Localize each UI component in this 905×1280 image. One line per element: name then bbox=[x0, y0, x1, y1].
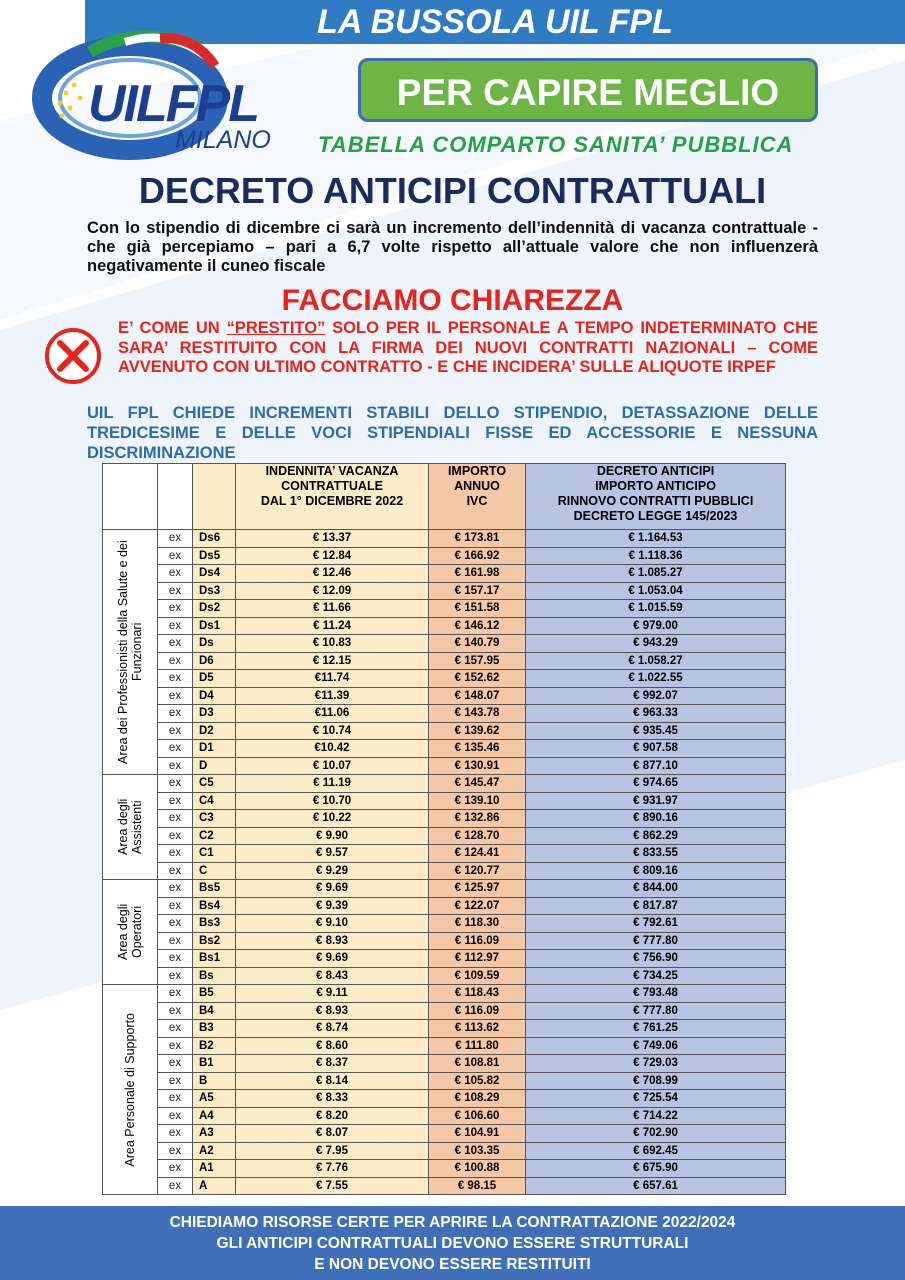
cell-ivc: € 9.57 bbox=[236, 845, 429, 863]
table-row bbox=[103, 1055, 786, 1073]
cell-grade: A1 bbox=[193, 1160, 236, 1178]
cell-ivc: € 10.70 bbox=[236, 792, 429, 810]
cell-grade: A3 bbox=[193, 1125, 236, 1143]
cell-annuo: € 152.62 bbox=[429, 670, 526, 688]
cell-ivc: €11.39 bbox=[236, 687, 429, 705]
table-row bbox=[103, 582, 786, 600]
cell-grade: Bs1 bbox=[193, 950, 236, 968]
cell-ivc: € 8.74 bbox=[236, 1020, 429, 1038]
cell-ivc: € 12.84 bbox=[236, 547, 429, 565]
cell-ivc: € 8.93 bbox=[236, 1002, 429, 1020]
logo-subtitle: MILANO bbox=[175, 126, 271, 154]
cell-grade: Ds6 bbox=[193, 530, 236, 548]
header-annuo: IMPORTO ANNUO IVC bbox=[429, 464, 526, 530]
cell-grade: A4 bbox=[193, 1107, 236, 1125]
cell-grade: Ds bbox=[193, 635, 236, 653]
cell-ex: ex bbox=[158, 547, 193, 565]
cell-annuo: € 109.59 bbox=[429, 967, 526, 985]
cell-ex: ex bbox=[158, 705, 193, 723]
cell-anticipo: € 1.022.55 bbox=[526, 670, 786, 688]
cell-anticipo: € 833.55 bbox=[526, 845, 786, 863]
table-row bbox=[103, 547, 786, 565]
table-row bbox=[103, 652, 786, 670]
cell-grade: C1 bbox=[193, 845, 236, 863]
cell-grade: Bs bbox=[193, 967, 236, 985]
x-circle-icon bbox=[44, 327, 102, 385]
cell-ivc: € 8.33 bbox=[236, 1090, 429, 1108]
cell-grade: D bbox=[193, 757, 236, 775]
footer-line: CHIEDIAMO RISORSE CERTE PER APRIRE LA CONTRATTAZIONE 2022/2024 bbox=[169, 1214, 736, 1231]
cell-ex: ex bbox=[158, 792, 193, 810]
cell-anticipo: € 777.80 bbox=[526, 1002, 786, 1020]
table-row bbox=[103, 530, 786, 548]
cell-annuo: € 108.81 bbox=[429, 1055, 526, 1073]
cell-anticipo: € 1.015.59 bbox=[526, 600, 786, 618]
cell-anticipo: € 907.58 bbox=[526, 740, 786, 758]
header-decreto: DECRETO ANTICIPI IMPORTO ANTICIPO RINNOVO CONTRATTI PUBBLICI DECRETO LEGGE 145/2023 bbox=[526, 464, 786, 530]
cell-annuo: € 105.82 bbox=[429, 1072, 526, 1090]
cell-grade: Ds5 bbox=[193, 547, 236, 565]
cell-annuo: € 112.97 bbox=[429, 950, 526, 968]
table-row bbox=[103, 687, 786, 705]
cell-annuo: € 139.10 bbox=[429, 792, 526, 810]
cell-ex: ex bbox=[158, 862, 193, 880]
cell-ivc: € 12.15 bbox=[236, 652, 429, 670]
cell-ex: ex bbox=[158, 775, 193, 793]
request-paragraph: UIL FPL CHIEDE INCREMENTI STABILI DELLO STIPENDIO, DETASSAZIONE DELLE TREDICESIME E DELLE VOCI STIPENDIALI FISSE ED ACCESSORIE E NESSUNA DISCRIMINAZIONE bbox=[87, 404, 818, 462]
cell-ivc: € 7.55 bbox=[236, 1177, 429, 1195]
cell-anticipo: € 1.164.53 bbox=[526, 530, 786, 548]
cell-anticipo: € 979.00 bbox=[526, 617, 786, 635]
cell-ivc: € 10.83 bbox=[236, 635, 429, 653]
page-title: DECRETO ANTICIPI CONTRATTUALI bbox=[138, 170, 767, 211]
cell-anticipo: € 1.118.36 bbox=[526, 547, 786, 565]
cell-ivc: €11.06 bbox=[236, 705, 429, 723]
cell-ivc: € 7.76 bbox=[236, 1160, 429, 1178]
per-capire-pill: PER CAPIRE MEGLIO bbox=[358, 58, 818, 122]
cell-ex: ex bbox=[158, 880, 193, 898]
cell-anticipo: € 877.10 bbox=[526, 757, 786, 775]
cell-ex: ex bbox=[158, 1160, 193, 1178]
cell-annuo: € 146.12 bbox=[429, 617, 526, 635]
cell-anticipo: € 862.29 bbox=[526, 827, 786, 845]
cell-grade: A2 bbox=[193, 1142, 236, 1160]
cell-ivc: € 11.66 bbox=[236, 600, 429, 618]
cell-ivc: € 10.22 bbox=[236, 810, 429, 828]
cell-ivc: € 12.09 bbox=[236, 582, 429, 600]
cell-grade: B bbox=[193, 1072, 236, 1090]
cell-grade: B3 bbox=[193, 1020, 236, 1038]
cell-anticipo: € 734.25 bbox=[526, 967, 786, 985]
cell-grade: Ds1 bbox=[193, 617, 236, 635]
cell-anticipo: € 761.25 bbox=[526, 1020, 786, 1038]
table-row bbox=[103, 915, 786, 933]
cell-ex: ex bbox=[158, 565, 193, 583]
cell-grade: Bs3 bbox=[193, 915, 236, 933]
cell-ivc: € 10.74 bbox=[236, 722, 429, 740]
table-row bbox=[103, 967, 786, 985]
cell-ex: ex bbox=[158, 687, 193, 705]
cell-annuo: € 113.62 bbox=[429, 1020, 526, 1038]
cell-annuo: € 157.95 bbox=[429, 652, 526, 670]
cell-annuo: € 148.07 bbox=[429, 687, 526, 705]
cell-ivc: €10.42 bbox=[236, 740, 429, 758]
table-row bbox=[103, 1037, 786, 1055]
table-row bbox=[103, 1177, 786, 1195]
cell-ivc: €11.74 bbox=[236, 670, 429, 688]
logo-wordmark: UILFPL bbox=[88, 75, 258, 133]
cell-grade: B4 bbox=[193, 1002, 236, 1020]
cell-grade: Ds4 bbox=[193, 565, 236, 583]
cell-annuo: € 166.92 bbox=[429, 547, 526, 565]
cell-ivc: € 9.11 bbox=[236, 985, 429, 1003]
cell-anticipo: € 657.61 bbox=[526, 1177, 786, 1195]
warning-paragraph: E’ COME UN “PRESTITO” SOLO PER IL PERSONALE A TEMPO INDETERMINATO CHE SARA’ RESTITUITO CON LA FIRMA DEI NUOVI CONTRATTI NAZIONALI – COME AVVENUTO CON ULTIMO CONTRATTO - E CHE INCIDERA’ SULLE ALIQUOTE IRPEF bbox=[118, 319, 819, 376]
cell-ex: ex bbox=[158, 1055, 193, 1073]
cell-anticipo: € 729.03 bbox=[526, 1055, 786, 1073]
footer-banner bbox=[0, 1206, 905, 1280]
table-row bbox=[103, 705, 786, 723]
cell-ex: ex bbox=[158, 600, 193, 618]
cell-anticipo: € 756.90 bbox=[526, 950, 786, 968]
cell-anticipo: € 793.48 bbox=[526, 985, 786, 1003]
cell-anticipo: € 1.053.04 bbox=[526, 582, 786, 600]
cell-grade: D5 bbox=[193, 670, 236, 688]
cell-ex: ex bbox=[158, 950, 193, 968]
cell-ivc: € 12.46 bbox=[236, 565, 429, 583]
cell-anticipo: € 963.33 bbox=[526, 705, 786, 723]
cell-ex: ex bbox=[158, 722, 193, 740]
table-row bbox=[103, 740, 786, 758]
cell-annuo: € 125.97 bbox=[429, 880, 526, 898]
cell-annuo: € 104.91 bbox=[429, 1125, 526, 1143]
table-row bbox=[103, 757, 786, 775]
table-header-row bbox=[103, 464, 786, 530]
cell-grade: B5 bbox=[193, 985, 236, 1003]
cell-anticipo: € 749.06 bbox=[526, 1037, 786, 1055]
table-row bbox=[103, 1002, 786, 1020]
cell-ex: ex bbox=[158, 1037, 193, 1055]
cell-grade: A bbox=[193, 1177, 236, 1195]
cell-ex: ex bbox=[158, 915, 193, 933]
table-row bbox=[103, 1125, 786, 1143]
banner-title: LA BUSSOLA UIL FPL bbox=[85, 0, 905, 44]
cell-annuo: € 120.77 bbox=[429, 862, 526, 880]
cell-ivc: € 9.90 bbox=[236, 827, 429, 845]
cell-annuo: € 130.91 bbox=[429, 757, 526, 775]
table-row bbox=[103, 1090, 786, 1108]
cell-grade: D6 bbox=[193, 652, 236, 670]
cell-ivc: € 8.20 bbox=[236, 1107, 429, 1125]
intro-paragraph: Con lo stipendio di dicembre ci sarà un incremento dell’indennità di vacanza contrattuale - che già percepiamo – pari a 6,7 volte rispetto all’attuale valore che non influenzerà negativamente il cuneo fiscale bbox=[87, 219, 818, 275]
cell-ex: ex bbox=[158, 985, 193, 1003]
cell-ex: ex bbox=[158, 827, 193, 845]
cell-grade: C4 bbox=[193, 792, 236, 810]
cell-anticipo: € 992.07 bbox=[526, 687, 786, 705]
cell-ex: ex bbox=[158, 897, 193, 915]
table-row bbox=[103, 827, 786, 845]
cell-annuo: € 151.58 bbox=[429, 600, 526, 618]
cell-ivc: € 10.07 bbox=[236, 757, 429, 775]
cell-ivc: € 11.19 bbox=[236, 775, 429, 793]
cell-anticipo: € 974.65 bbox=[526, 775, 786, 793]
cell-ex: ex bbox=[158, 617, 193, 635]
cell-ivc: € 9.69 bbox=[236, 880, 429, 898]
header-ivc: INDENNITA’ VACANZA CONTRATTUALE DAL 1° DICEMBRE 2022 bbox=[236, 464, 429, 530]
cell-ex: ex bbox=[158, 967, 193, 985]
cell-anticipo: € 725.54 bbox=[526, 1090, 786, 1108]
subtitle: TABELLA COMPARTO SANITA’ PUBBLICA bbox=[318, 132, 794, 157]
cell-ivc: € 8.60 bbox=[236, 1037, 429, 1055]
cell-anticipo: € 809.16 bbox=[526, 862, 786, 880]
table-row bbox=[103, 932, 786, 950]
cell-anticipo: € 817.87 bbox=[526, 897, 786, 915]
cell-ivc: € 8.07 bbox=[236, 1125, 429, 1143]
cell-ex: ex bbox=[158, 652, 193, 670]
cell-anticipo: € 931.97 bbox=[526, 792, 786, 810]
cell-grade: A5 bbox=[193, 1090, 236, 1108]
cell-ivc: € 8.43 bbox=[236, 967, 429, 985]
table-row bbox=[103, 722, 786, 740]
cell-annuo: € 157.17 bbox=[429, 582, 526, 600]
cell-annuo: € 145.47 bbox=[429, 775, 526, 793]
cell-annuo: € 128.70 bbox=[429, 827, 526, 845]
cell-annuo: € 106.60 bbox=[429, 1107, 526, 1125]
cell-grade: D3 bbox=[193, 705, 236, 723]
cell-annuo: € 116.09 bbox=[429, 932, 526, 950]
cell-ivc: € 9.29 bbox=[236, 862, 429, 880]
table-row bbox=[103, 880, 786, 898]
table-row bbox=[103, 565, 786, 583]
cell-ivc: € 8.93 bbox=[236, 932, 429, 950]
cell-anticipo: € 792.61 bbox=[526, 915, 786, 933]
cell-ex: ex bbox=[158, 1177, 193, 1195]
cell-annuo: € 103.35 bbox=[429, 1142, 526, 1160]
cell-ivc: € 13.37 bbox=[236, 530, 429, 548]
table-row bbox=[103, 617, 786, 635]
cell-annuo: € 124.41 bbox=[429, 845, 526, 863]
cell-ivc: € 9.69 bbox=[236, 950, 429, 968]
cell-ex: ex bbox=[158, 1002, 193, 1020]
cell-ex: ex bbox=[158, 845, 193, 863]
cell-annuo: € 173.81 bbox=[429, 530, 526, 548]
cell-ex: ex bbox=[158, 1107, 193, 1125]
cell-anticipo: € 943.29 bbox=[526, 635, 786, 653]
cell-annuo: € 116.09 bbox=[429, 1002, 526, 1020]
cell-anticipo: € 1.085.27 bbox=[526, 565, 786, 583]
cell-anticipo: € 777.80 bbox=[526, 932, 786, 950]
cell-annuo: € 122.07 bbox=[429, 897, 526, 915]
cell-grade: Bs4 bbox=[193, 897, 236, 915]
table-row bbox=[103, 670, 786, 688]
table-row bbox=[103, 897, 786, 915]
cell-annuo: € 139.62 bbox=[429, 722, 526, 740]
cell-ivc: € 8.14 bbox=[236, 1072, 429, 1090]
cell-grade: D2 bbox=[193, 722, 236, 740]
cell-annuo: € 143.78 bbox=[429, 705, 526, 723]
table-row bbox=[103, 1142, 786, 1160]
cell-annuo: € 108.29 bbox=[429, 1090, 526, 1108]
cell-grade: Ds2 bbox=[193, 600, 236, 618]
cell-ex: ex bbox=[158, 932, 193, 950]
cell-annuo: € 111.80 bbox=[429, 1037, 526, 1055]
area-label: Area Personale di Supporto bbox=[103, 985, 158, 1195]
salary-table bbox=[102, 463, 786, 1195]
cell-ivc: € 9.10 bbox=[236, 915, 429, 933]
table-row bbox=[103, 985, 786, 1003]
cell-annuo: € 140.79 bbox=[429, 635, 526, 653]
cell-ex: ex bbox=[158, 1142, 193, 1160]
footer-line: E NON DEVONO ESSERE RESTITUITI bbox=[314, 1256, 591, 1273]
cell-anticipo: € 692.45 bbox=[526, 1142, 786, 1160]
cell-ex: ex bbox=[158, 635, 193, 653]
cell-ivc: € 7.95 bbox=[236, 1142, 429, 1160]
table-row bbox=[103, 1107, 786, 1125]
cell-ivc: € 9.39 bbox=[236, 897, 429, 915]
cell-grade: Bs2 bbox=[193, 932, 236, 950]
cell-anticipo: € 1.058.27 bbox=[526, 652, 786, 670]
table-row bbox=[103, 775, 786, 793]
table-row bbox=[103, 600, 786, 618]
cell-annuo: € 118.30 bbox=[429, 915, 526, 933]
cell-ivc: € 11.24 bbox=[236, 617, 429, 635]
footer-line: GLI ANTICIPI CONTRATTUALI DEVONO ESSERE STRUTTURALI bbox=[216, 1235, 689, 1252]
cell-ex: ex bbox=[158, 1090, 193, 1108]
cell-grade: C2 bbox=[193, 827, 236, 845]
cell-annuo: € 135.46 bbox=[429, 740, 526, 758]
table-row bbox=[103, 862, 786, 880]
table-row bbox=[103, 950, 786, 968]
cell-ex: ex bbox=[158, 740, 193, 758]
table-row bbox=[103, 792, 786, 810]
area-label: Area degli Operatori bbox=[103, 880, 158, 985]
cell-grade: Bs5 bbox=[193, 880, 236, 898]
cell-grade: Ds3 bbox=[193, 582, 236, 600]
cell-grade: B2 bbox=[193, 1037, 236, 1055]
table-row bbox=[103, 845, 786, 863]
cell-anticipo: € 714.22 bbox=[526, 1107, 786, 1125]
cell-annuo: € 100.88 bbox=[429, 1160, 526, 1178]
table-row bbox=[103, 1072, 786, 1090]
cell-annuo: € 161.98 bbox=[429, 565, 526, 583]
chiarezza-heading: FACCIAMO CHIAREZZA bbox=[281, 284, 624, 317]
cell-anticipo: € 935.45 bbox=[526, 722, 786, 740]
cell-grade: C3 bbox=[193, 810, 236, 828]
cell-anticipo: € 702.90 bbox=[526, 1125, 786, 1143]
cell-grade: D1 bbox=[193, 740, 236, 758]
table-row bbox=[103, 1020, 786, 1038]
cell-annuo: € 132.86 bbox=[429, 810, 526, 828]
table-row bbox=[103, 635, 786, 653]
table-row bbox=[103, 1160, 786, 1178]
area-label: Area degli Assistenti bbox=[103, 775, 158, 880]
cell-grade: C bbox=[193, 862, 236, 880]
area-label: Area dei Professionisti della Salute e dei Funzionari bbox=[103, 530, 158, 775]
cell-ex: ex bbox=[158, 670, 193, 688]
cell-anticipo: € 675.90 bbox=[526, 1160, 786, 1178]
cell-grade: D4 bbox=[193, 687, 236, 705]
cell-anticipo: € 708.99 bbox=[526, 1072, 786, 1090]
table-row bbox=[103, 810, 786, 828]
cell-ex: ex bbox=[158, 530, 193, 548]
cell-grade: C5 bbox=[193, 775, 236, 793]
cell-anticipo: € 890.16 bbox=[526, 810, 786, 828]
cell-ex: ex bbox=[158, 582, 193, 600]
cell-ex: ex bbox=[158, 810, 193, 828]
cell-annuo: € 98.15 bbox=[429, 1177, 526, 1195]
cell-ex: ex bbox=[158, 1125, 193, 1143]
cell-anticipo: € 844.00 bbox=[526, 880, 786, 898]
cell-ex: ex bbox=[158, 1020, 193, 1038]
cell-annuo: € 118.43 bbox=[429, 985, 526, 1003]
prestito-highlight: “PRESTITO” bbox=[226, 319, 326, 337]
cell-ex: ex bbox=[158, 1072, 193, 1090]
cell-grade: B1 bbox=[193, 1055, 236, 1073]
cell-ivc: € 8.37 bbox=[236, 1055, 429, 1073]
cell-ex: ex bbox=[158, 757, 193, 775]
